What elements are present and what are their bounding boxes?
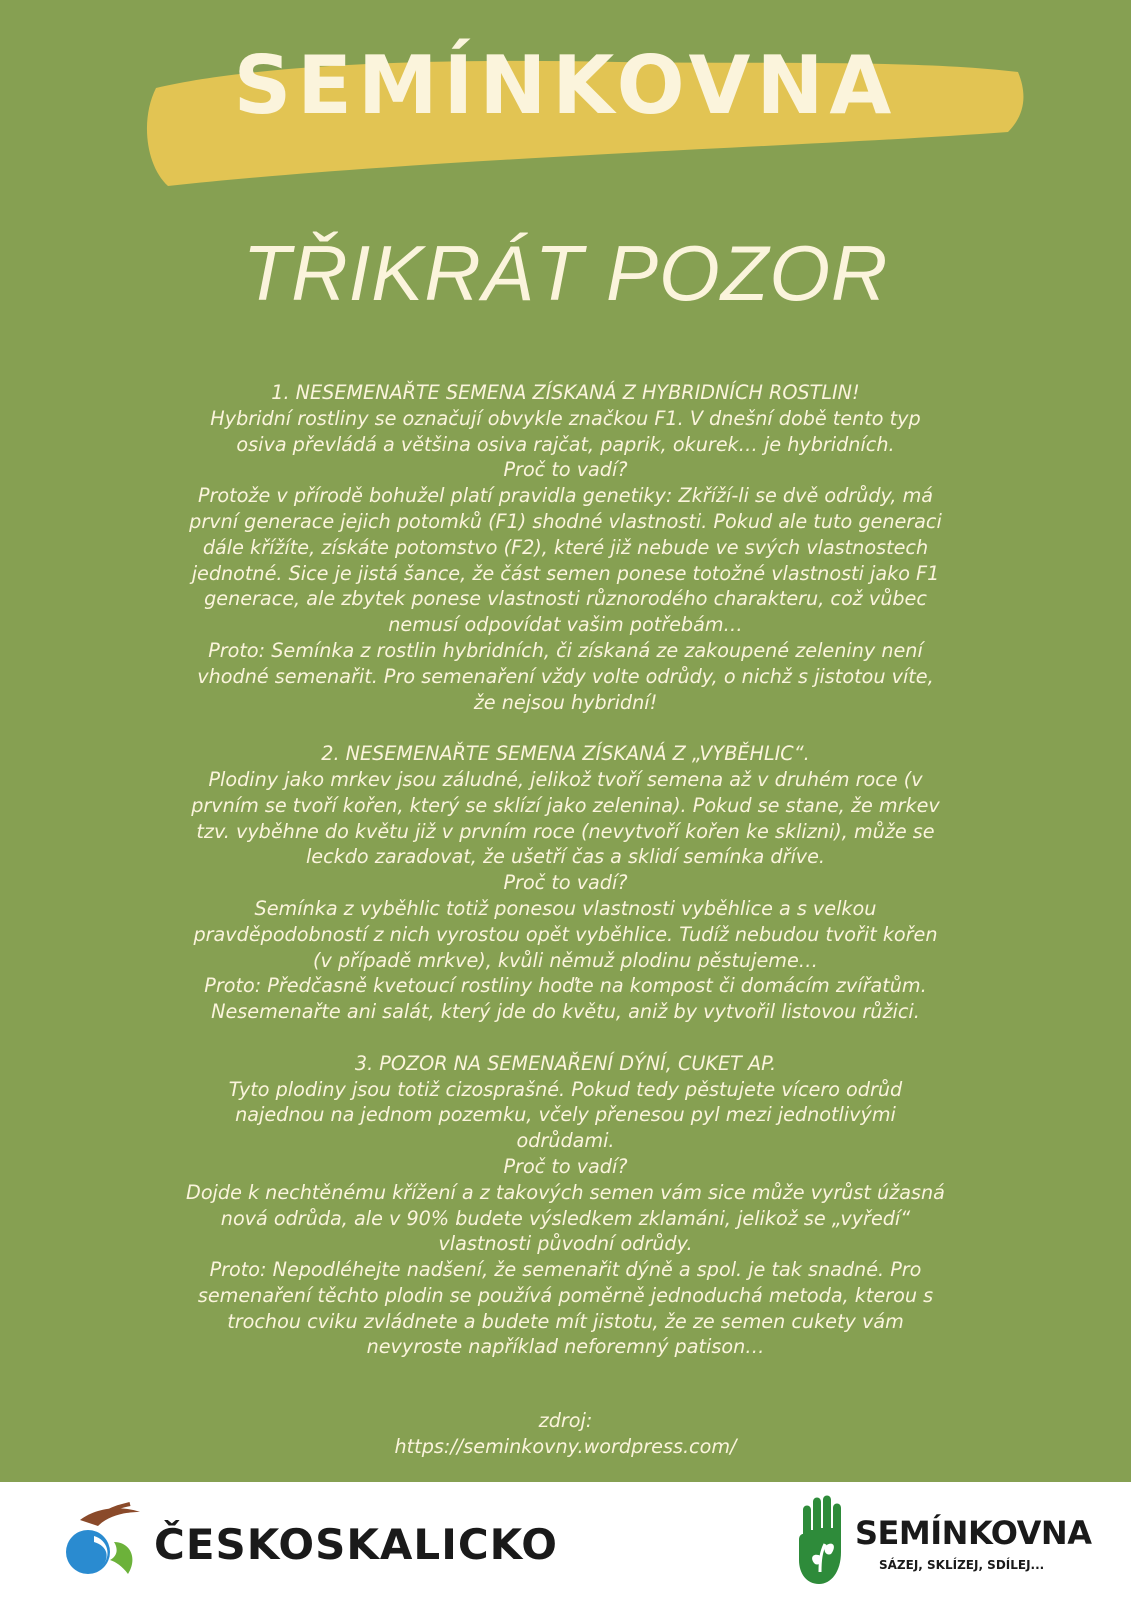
section-title: 2. NESEMENAŘTE SEMENA ZÍSKANÁ Z „VYBĚHLIC“. <box>321 742 810 766</box>
paragraph-line: najednou na jednom pozemku, včely přenesou pyl mezi jednotlivými <box>235 1103 896 1127</box>
paragraph-line: vhodné semenařit. Pro semenaření vždy volte odrůdy, o nichž s jistotou víte, <box>197 664 934 688</box>
hand-sprout-icon <box>795 1494 851 1590</box>
paragraph-line: Proto: Semínka z rostlin hybridních, či získaná ze zakoupené zeleniny není <box>208 638 923 662</box>
seminkovna-logo <box>795 1494 1095 1594</box>
section-bolters <box>130 741 1001 1025</box>
paragraph-line: Proč to vadí? <box>503 871 628 895</box>
paragraph-line: Proč to vadí? <box>503 458 628 482</box>
source-block <box>0 1408 1131 1460</box>
paragraph-line: generace, ale zbytek ponese vlastnosti různorodého charakteru, což vůbec <box>204 587 927 611</box>
footer <box>0 1482 1131 1600</box>
paragraph-line: Proč to vadí? <box>503 1154 628 1178</box>
paragraph-line: (v případě mrkve), kvůli němuž plodinu pěstujeme… <box>313 948 818 972</box>
paragraph-line: Hybridní rostliny se označují obvykle značkou F1. V dnešní době tento typ <box>210 406 921 430</box>
paragraph-line: pravděpodobností z nich vyrostou opět vyběhlice. Tudíž nebudou tvořit kořen <box>193 922 938 946</box>
section-title: 1. NESEMENAŘTE SEMENA ZÍSKANÁ Z HYBRIDNÍCH ROSTLIN! <box>271 381 860 404</box>
paragraph-line: tzv. vyběhne do květu již v prvním roce (nevytvoří kořen ke sklizni), může se <box>196 819 935 843</box>
section-title: 3. POZOR NA SEMENAŘENÍ DÝNÍ, CUKET AP. <box>354 1051 777 1075</box>
paragraph-line: Dojde k nechtěnému křížení a z takových semen vám sice může vyrůst úžasná <box>186 1180 945 1204</box>
ceskoskalicko-name: ČESKOSKALICKO <box>154 1520 559 1569</box>
banner-title: SEMÍNKOVNA <box>233 39 898 132</box>
paragraph-line: prvním se tvoří kořen, který se sklízí jako zelenina). Pokud se stane, že mrkev <box>191 793 940 817</box>
paragraph-line: jednotné. Sice je jistá šance, že část semen ponese totožné vlastnosti jako F1 <box>191 561 940 585</box>
seminkovna-tagline: SÁZEJ, SKLÍZEJ, SDÍLEJ... <box>879 1558 1045 1572</box>
paragraph-line: semenaření těchto plodin se používá poměrně jednoduchá metoda, kterou s <box>197 1283 934 1307</box>
paragraph-line: dále křížíte, získáte potomstvo (F2), které již nebude ve svých vlastnostech <box>202 535 929 559</box>
paragraph-line: nevyroste například neforemný patison… <box>366 1335 765 1359</box>
article-body <box>130 380 1001 1386</box>
section-hybrids <box>130 380 1001 715</box>
paragraph-line: odrůdami. <box>516 1129 615 1153</box>
paragraph-line: nemusí odpovídat vašim potřebám… <box>388 613 743 637</box>
source-url[interactable]: https://seminkovny.wordpress.com/ <box>394 1435 737 1458</box>
paragraph-line: Nesemenařte ani salát, který jde do květu, aniž by vytvořil listovou růžici. <box>211 1000 920 1024</box>
paragraph-line: Tyto plodiny jsou totiž cizosprašné. Pokud tedy pěstujete vícero odrůd <box>228 1077 903 1101</box>
paragraph-line: Plodiny jako mrkev jsou záludné, jelikož tvoří semena až v druhém roce (v <box>208 767 923 791</box>
source-label: zdroj: <box>538 1409 593 1432</box>
seminkovna-name: SEMÍNKOVNA <box>855 1514 1092 1552</box>
paragraph-line: leckdo zaradovat, že ušetří čas a sklidí semínka dříve. <box>305 845 826 869</box>
paragraph-line: Proto: Nepodléhejte nadšení, že semenařit dýně a spol. je tak snadné. Pro <box>209 1258 922 1282</box>
paragraph-line: trochou cviku zvládnete a budete mít jistotu, že ze semen cukety vám <box>227 1309 904 1333</box>
headline: TŘIKRÁT POZOR <box>242 229 889 317</box>
paragraph-line: osiva převládá a většina osiva rajčat, paprik, okurek… je hybridních. <box>236 432 895 456</box>
paragraph-line: Protože v přírodě bohužel platí pravidla genetiky: Zkříží-li se dvě odrůdy, má <box>197 484 934 508</box>
paragraph-line: první generace jejich potomků (F1) shodné vlastnosti. Pokud ale tuto generaci <box>189 509 942 533</box>
section-squash <box>130 1051 1001 1361</box>
ceskoskalicko-mark-icon <box>58 1502 148 1582</box>
paragraph-line: Semínka z vyběhlic totiž ponesou vlastnosti vyběhlice a s velkou <box>254 896 877 920</box>
paragraph-line: Proto: Předčasně kvetoucí rostliny hoďte na kompost či domácím zvířatům. <box>204 974 927 998</box>
ceskoskalicko-logo <box>58 1502 618 1582</box>
paragraph-line: vlastnosti původní odrůdy. <box>438 1232 693 1256</box>
paragraph-line: nová odrůda, ale v 90% budete výsledkem zklamáni, jelikož se „vyředí“ <box>220 1206 911 1230</box>
paragraph-line: že nejsou hybridní! <box>473 690 658 714</box>
